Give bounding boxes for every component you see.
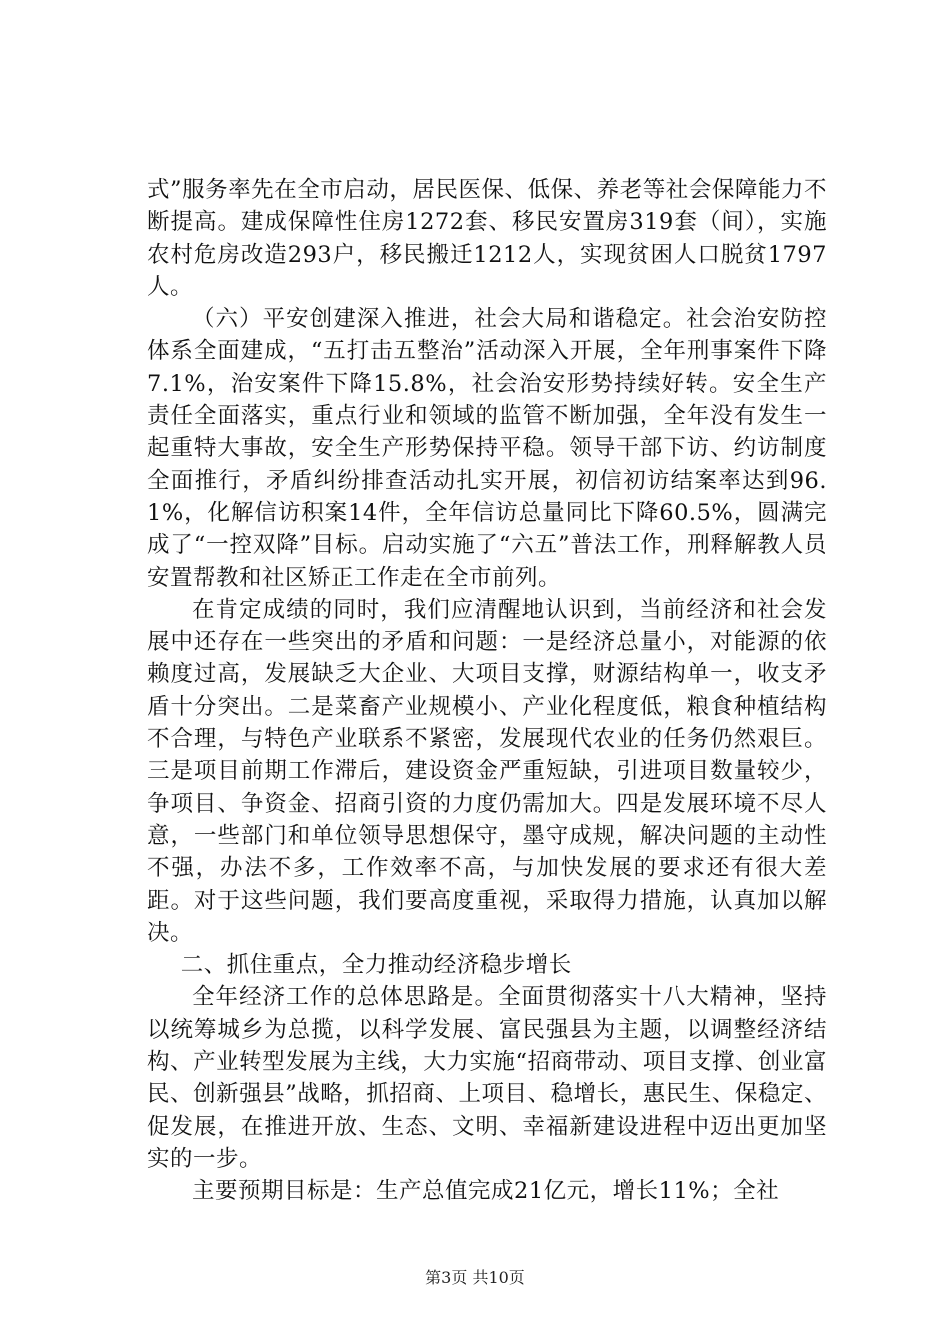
document-body [147,174,827,1208]
paragraph-targets: 主要预期目标是：生产总值完成21亿元，增长11%；全社 [192,1178,780,1205]
section-heading: 二、抓住重点，全力推动经济稳步增长 [180,952,572,979]
paragraph-problems: 在肯定成绩的同时，我们应清醒地认识到，当前经济和社会发展中还存在一些突出的矛盾和问题：一是经济总量小，对能源的依赖度过高，发展缺乏大企业、大项目支撑，财源结构单一，收支矛盾十分突出。二是菜畜产业规模小、产业化程度低，粮食种植结构不合理，与特色产业联系不紧密，发展现代农业的任务仍然艰巨。三是项目前期工作滞后，建设资金严重短缺，引进项目数量较少，争项目、争资金、招商引资的力度仍需加大。四是发展环境不尽人意，一些部门和单位领导思想保守，墨守成规，解决问题的主动性不强，办法不多，工作效率不高，与加快发展的要求还有很大差距。对于这些问题，我们要高度重视，采取得力措施，认真加以解决。 [147,596,827,946]
paragraph-section-six: （六）平安创建深入推进，社会大局和谐稳定。社会治安防控体系全面建成，“五打击五整治”活动深入开展，全年刑事案件下降7.1%，治安案件下降15.8%，社会治安形势持续好转。安全生产责任全面落实，重点行业和领域的监管不断加强，全年没有发生一起重特大事故，安全生产形势保持平稳。领导干部下访、约访制度全面推行，矛盾纠纷排查活动扎实开展，初信初访结案率达到96.1%，化解信访积案14件，全年信访总量同比下降60.5%，圆满完成了“一控双降”目标。启动实施了“六五”普法工作，刑释解教人员安置帮教和社区矫正工作走在全市前列。 [147,306,827,591]
page-footer: 第3页 共10页 [425,1268,525,1287]
paragraph-continuation: 式”服务率先在全市启动，居民医保、低保、养老等社会保障能力不断提高。建成保障性住房1272套、移民安置房319套（间），实施农村危房改造293户，移民搬迁1212人，实现贫困人口脱贫1797人。 [147,177,827,300]
paragraph-overall-approach: 全年经济工作的总体思路是。全面贯彻落实十八大精神，坚持以统筹城乡为总揽，以科学发展、富民强县为主题，以调整经济结构、产业转型发展为主线，大力实施“招商带动、项目支撑、创业富民、创新强县”战略，抓招商、上项目、稳增长，惠民生、保稳定、促发展，在推进开放、生态、文明、幸福新建设进程中迈出更加坚实的一步。 [147,984,827,1172]
